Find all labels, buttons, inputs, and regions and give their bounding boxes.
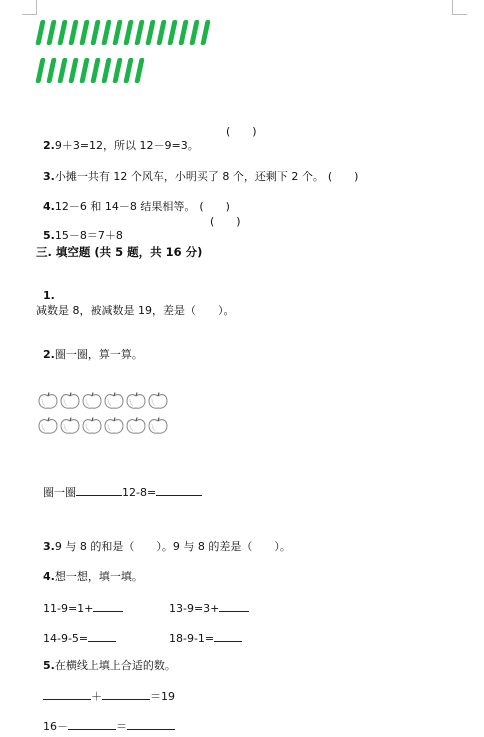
counting-stick: [101, 58, 111, 83]
apple-icon: [148, 417, 168, 435]
question-number: 5.: [43, 659, 55, 672]
expression: 12-8=: [122, 486, 157, 499]
section-title: 三. 填空题 (共 5 题，共 16 分): [36, 245, 203, 259]
fill-question-4: [36, 556, 143, 584]
fill-question-1-text: 减数是 8，被减数是 19，差是（ ）。: [36, 304, 235, 317]
question-text: 在横线上填上合适的数。: [54, 659, 176, 672]
counting-stick: [123, 58, 133, 83]
circle-count-line: [36, 470, 202, 500]
circle-label: 圈一圈: [43, 486, 76, 499]
answer-blank[interactable]: [214, 630, 242, 642]
apple-icon: [82, 392, 102, 410]
answer-blank[interactable]: [68, 718, 116, 730]
counting-stick: [35, 20, 45, 45]
counting-stick: [112, 20, 122, 45]
counting-stick: [57, 20, 67, 45]
equation-text: 11-9=1+: [43, 602, 94, 615]
apple-icon: [60, 392, 80, 410]
equation-item: [162, 616, 242, 646]
counting-stick: [46, 58, 56, 83]
judge-question-2: [36, 125, 199, 153]
fill-question-5: [36, 645, 176, 673]
counting-stick: [68, 20, 78, 45]
answer-paren[interactable]: ( ): [226, 125, 257, 138]
counting-stick: [145, 20, 155, 45]
equation-item: [36, 674, 175, 704]
judge-question-4: [36, 186, 230, 214]
fill-question-1-number: [36, 275, 55, 303]
answer-blank[interactable]: [127, 718, 175, 730]
answer-blank[interactable]: [76, 484, 122, 496]
counting-stick: [178, 20, 188, 45]
answer-blank[interactable]: [43, 688, 91, 700]
counting-stick: [79, 58, 89, 83]
answer-blank[interactable]: [156, 484, 202, 496]
fill-question-3: [36, 526, 291, 554]
question-text: 12－6 和 14－8 结果相等。: [54, 200, 196, 213]
question-number: 3.: [43, 540, 55, 553]
judge-question-3: [36, 156, 358, 184]
counting-stick: [167, 20, 177, 45]
counting-stick: [79, 20, 89, 45]
answer-paren[interactable]: ( ): [210, 215, 241, 228]
apple-icon: [104, 417, 124, 435]
answer-blank[interactable]: [219, 600, 249, 612]
question-number: 4.: [43, 570, 55, 583]
question-text: 9＋3=12，所以 12－9=3。: [54, 139, 199, 152]
question-number: 5.: [43, 229, 55, 242]
answer-blank[interactable]: [93, 600, 123, 612]
counting-stick: [112, 58, 122, 83]
equation-item: [162, 586, 249, 616]
apple-icon: [82, 417, 102, 435]
equation-text: 18-9-1=: [169, 632, 215, 645]
result: ＝19: [150, 690, 175, 703]
counting-stick: [134, 20, 144, 45]
counting-stick: [68, 58, 78, 83]
apple-icon: [126, 392, 146, 410]
apple-icon: [104, 392, 124, 410]
answer-paren[interactable]: ( ): [199, 200, 230, 213]
page-corner-mark-right: [452, 0, 467, 15]
counting-stick: [46, 20, 56, 45]
apple-icon: [38, 392, 58, 410]
apple-icon: [60, 417, 80, 435]
fill-question-2: [36, 334, 143, 362]
question-number: 4.: [43, 200, 55, 213]
apple-icon: [126, 417, 146, 435]
answer-blank[interactable]: [88, 630, 116, 642]
answer-blank[interactable]: [102, 688, 150, 700]
judge-question-5: [36, 215, 123, 243]
counting-stick: [57, 58, 67, 83]
apple-icon: [148, 392, 168, 410]
question-number: 3.: [43, 170, 55, 183]
question-text: 圈一圈，算一算。: [54, 348, 143, 361]
operator: ＋: [91, 690, 102, 703]
page-corner-mark-left: [22, 0, 37, 15]
question-number: 2.: [43, 139, 55, 152]
counting-stick: [101, 20, 111, 45]
counting-stick: [156, 20, 166, 45]
equation-item: [36, 586, 123, 616]
question-text: 小摊一共有 12 个风车，小明买了 8 个，还剩下 2 个。: [54, 170, 324, 183]
counting-stick: [90, 58, 100, 83]
apple-icon: [38, 417, 58, 435]
counting-stick: [134, 58, 144, 83]
equation-item: [36, 704, 175, 734]
counting-stick: [90, 20, 100, 45]
counting-stick: [35, 58, 45, 83]
equation-item: [36, 616, 116, 646]
equation-text: 13-9=3+: [169, 602, 220, 615]
question-text: 想一想，填一填。: [54, 570, 143, 583]
question-text: 9 与 8 的和是（ ）。9 与 8 的差是（ ）。: [54, 540, 291, 553]
question-text: 15－8＝7＋8: [54, 229, 123, 242]
answer-paren[interactable]: ( ): [327, 170, 359, 183]
counting-stick: [189, 20, 199, 45]
equation-start: 16－: [43, 720, 68, 733]
question-number: 1.: [43, 289, 55, 302]
equals: ＝: [116, 720, 127, 733]
question-number: 2.: [43, 348, 55, 361]
equation-text: 14-9-5=: [43, 632, 89, 645]
counting-stick: [123, 20, 133, 45]
counting-stick: [200, 20, 210, 45]
